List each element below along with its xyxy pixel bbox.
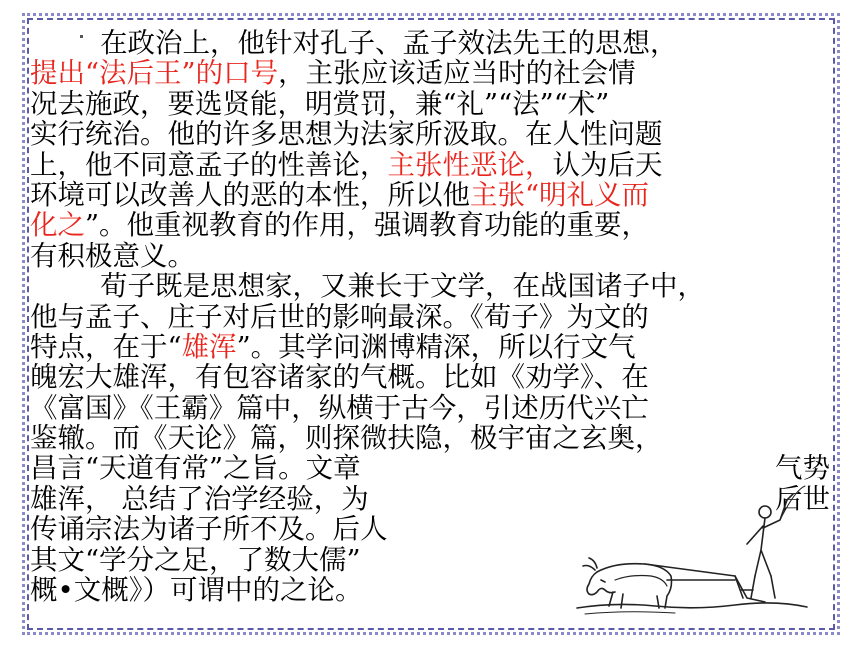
text-line	[30, 210, 830, 240]
text-segment-right: 气势	[775, 452, 830, 485]
text-segment: 有积极意义。	[30, 239, 195, 272]
text-line	[30, 332, 830, 362]
text-segment: 环境可以改善人的恶的本性，所以他	[30, 178, 470, 211]
highlighted-phrase: 主张性恶论，	[387, 148, 553, 181]
text-segment: 传诵宗法为诸子所不及。后人	[30, 513, 388, 546]
text-line	[30, 119, 830, 149]
text-line	[30, 393, 830, 423]
text-segment: 在政治上，他针对孔子、孟子效法先王的思想，	[100, 27, 678, 59]
text-segment: 其文“学分之足，了数大儒”	[30, 543, 361, 576]
text-line	[30, 58, 830, 88]
text-segment: 上，他不同意孟子的性善论，	[30, 148, 388, 181]
highlighted-phrase: 化之	[30, 209, 85, 242]
ox-plowing-drawing	[575, 480, 810, 620]
text-line	[30, 150, 830, 180]
text-segment: ，主张应该适应当时的社会情	[278, 57, 636, 90]
text-line	[30, 362, 830, 392]
text-line	[30, 89, 830, 119]
text-line	[30, 180, 830, 210]
ground-line	[577, 603, 807, 608]
text-segment: ”。他重视教育的作用，强调教育功能的重要，	[85, 209, 650, 242]
text-line	[30, 302, 830, 332]
text-segment: 昌言“天道有常”之旨。文章	[30, 452, 361, 485]
text-line	[30, 241, 830, 271]
text-line	[30, 423, 830, 453]
text-segment: 认为后天	[552, 148, 663, 181]
text-line	[30, 271, 830, 301]
text-segment: 实行统治。他的许多思想为法家所汲取。在人性问题	[30, 118, 663, 151]
text-segment: 荀子既是思想家，又兼长于文学，在战国诸子中，	[100, 270, 705, 303]
text-segment: 概•文概》）可谓中的之论。	[30, 574, 363, 607]
highlighted-phrase: 提出“法后王”的口号	[30, 57, 279, 90]
text-segment: 雄浑， 总结了治学经验，为	[30, 482, 369, 515]
highlighted-phrase: 主张“明礼义而	[470, 178, 650, 211]
text-segment: 魄宏大雄浑，有包容诸家的气概。比如《劝学》、在	[30, 361, 649, 394]
text-segment: 鉴辙。而《天论》篇，则探微扶隐，极宇宙之玄奥，	[30, 422, 663, 455]
text-segment: 《富国》《王霸》篇中，纵横于古今，引述历代兴亡	[30, 391, 649, 424]
text-segment: 况去施政，要选贤能，明赏罚，兼“礼”“法”“术”	[30, 87, 610, 120]
text-segment: 特点，在于“	[30, 330, 182, 363]
highlighted-phrase: 雄浑	[181, 330, 237, 363]
text-segment: 他与孟子、庄子对后世的影响最深。《荀子》为文的	[30, 300, 649, 333]
text-segment-right: 后世	[775, 482, 830, 515]
text-line	[30, 28, 830, 58]
text-segment: ”。其学问渊博精深，所以行文气	[236, 330, 636, 363]
